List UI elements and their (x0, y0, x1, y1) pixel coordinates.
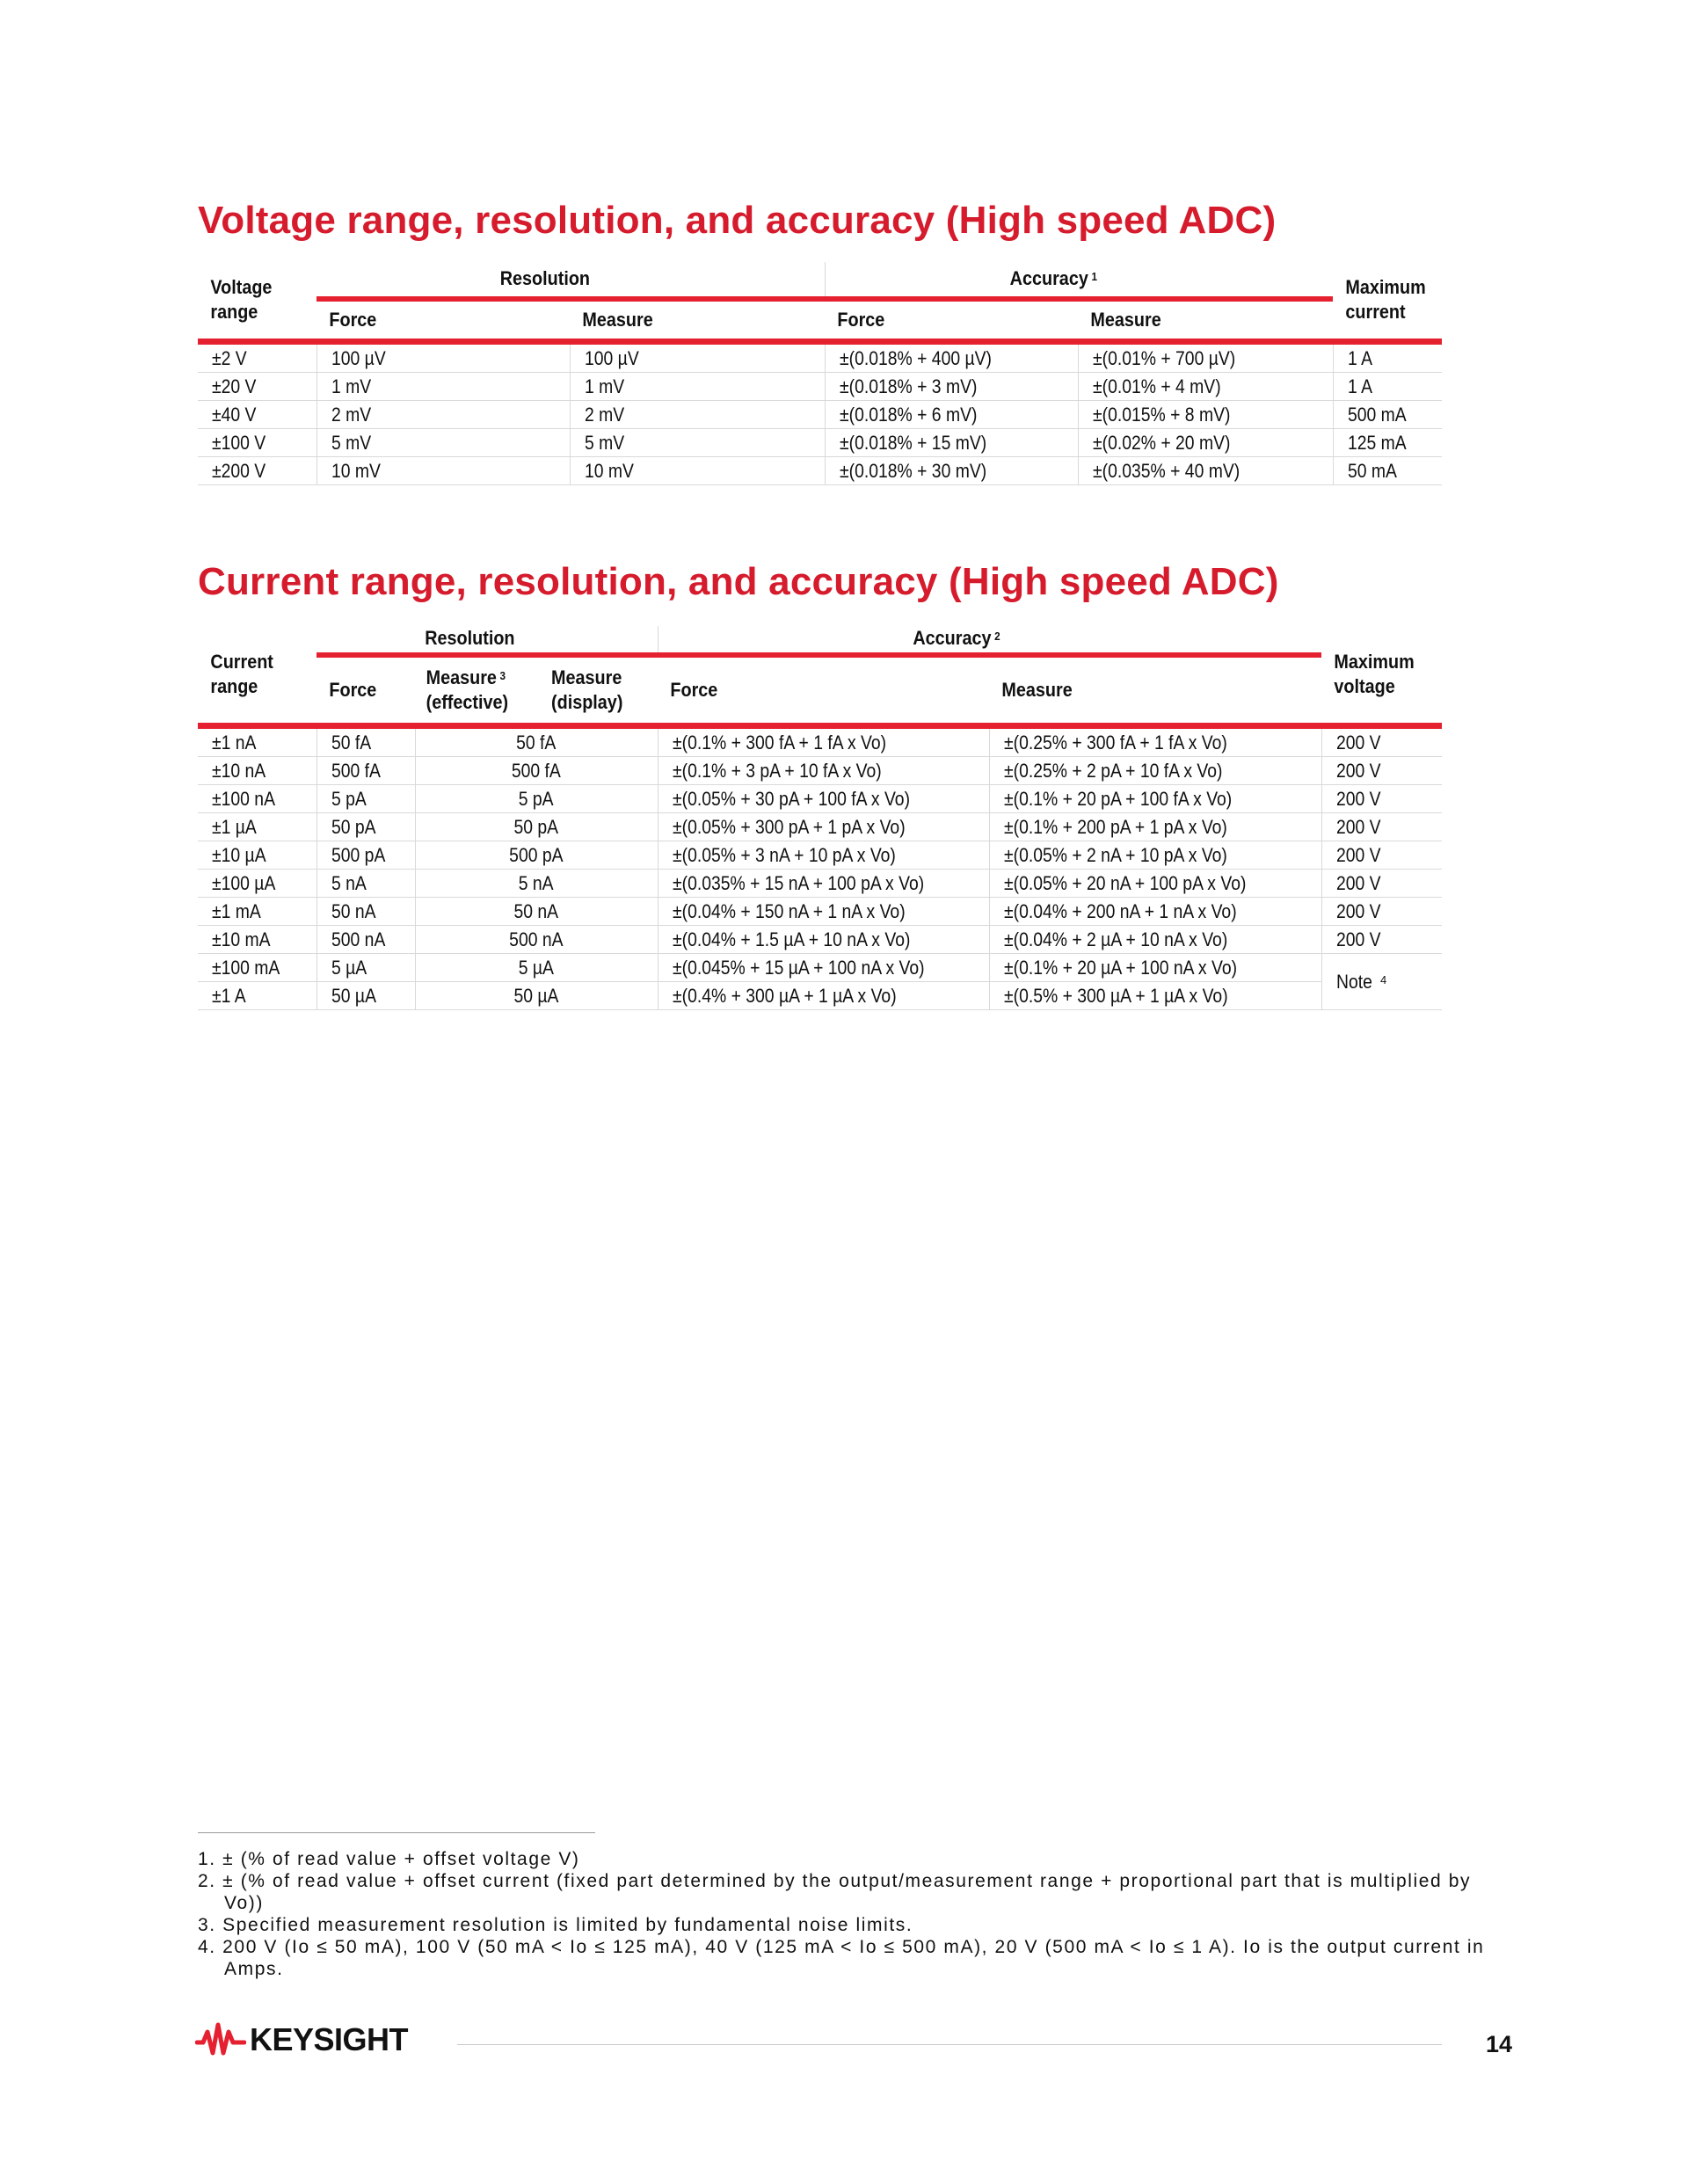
cell-res-force: 50 nA (316, 897, 415, 925)
header-current-range: Current range (210, 650, 273, 697)
cell-res-measure-effective: 50 nA (415, 897, 658, 925)
current-section-title: Current range, resolution, and accuracy (High speed ADC) (198, 560, 1279, 603)
cell-res-force: 10 mV (316, 456, 570, 484)
cell-acc-measure: ±(0.015% + 8 mV) (1078, 400, 1333, 428)
cell-res-force: 500 fA (316, 756, 415, 784)
cell-acc-measure: ±(0.1% + 20 µA + 100 nA x Vo) (989, 953, 1321, 981)
cell-acc-force: ±(0.018% + 400 µV) (825, 341, 1078, 372)
cell-max-current: 1 A (1333, 372, 1442, 400)
cell-acc-force: ±(0.4% + 300 µA + 1 µA x Vo) (658, 981, 989, 1009)
note-footnote-ref: 4 (1380, 972, 1387, 986)
table-row (198, 725, 1442, 756)
header-resolution-measure: Measure (582, 308, 653, 331)
cell-res-measure-effective: 5 µA (415, 953, 658, 981)
cell-max-current: 1 A (1333, 341, 1442, 372)
cell-res-measure: 100 µV (570, 341, 825, 372)
cell-acc-force: ±(0.05% + 3 nA + 10 pA x Vo) (658, 841, 989, 869)
cell-acc-measure: ±(0.02% + 20 mV) (1078, 428, 1333, 456)
cell-acc-force: ±(0.04% + 1.5 µA + 10 nA x Vo) (658, 925, 989, 953)
footnote-item: 1. ± (% of read value + offset voltage V) (198, 1849, 580, 1869)
cell-res-measure-effective: 500 nA (415, 925, 658, 953)
header-accuracy-group: Accuracy $^2$ (658, 626, 1255, 655)
table-row (198, 812, 1442, 841)
cell-acc-measure: ±(0.035% + 40 mV) (1078, 456, 1333, 484)
cell-max-current: 500 mA (1333, 400, 1442, 428)
cell-range: ±2 V (198, 341, 316, 372)
header-voltage-range: Voltage range (210, 276, 273, 324)
cell-res-force: 2 mV (316, 400, 570, 428)
cell-range: ±10 nA (198, 756, 316, 784)
cell-acc-measure: ±(0.01% + 700 µV) (1078, 341, 1333, 372)
accuracy-footnote-ref: 2 (994, 630, 1000, 643)
cell-res-force: 100 µV (316, 341, 570, 372)
header-accuracy-force: Force (837, 308, 885, 331)
table-row (198, 784, 1442, 812)
measure-footnote-ref: 3 (499, 668, 506, 682)
cell-range: ±200 V (198, 456, 316, 484)
cell-max-voltage: 200 V (1321, 756, 1442, 784)
footnote-divider (198, 1832, 595, 1833)
cell-max-voltage: 200 V (1321, 897, 1442, 925)
cell-acc-force: ±(0.035% + 15 nA + 100 pA x Vo) (658, 869, 989, 897)
cell-acc-measure: ±(0.1% + 200 pA + 1 pA x Vo) (989, 812, 1321, 841)
cell-acc-measure: ±(0.04% + 2 µA + 10 nA x Vo) (989, 925, 1321, 953)
brand-name: KEYSIGHT (250, 2021, 409, 2057)
cell-range: ±40 V (198, 400, 316, 428)
footnote-item: 2. ± (% of read value + offset current (fixed part determined by the output/measurement range + proportional part that is multiplied by Vo)) (198, 1871, 1472, 1913)
cell-res-force: 500 pA (316, 841, 415, 869)
table-row (198, 756, 1442, 784)
cell-range: ±10 mA (198, 925, 316, 953)
cell-range: ±20 V (198, 372, 316, 400)
cell-res-force: 5 nA (316, 869, 415, 897)
cell-range: ±100 V (198, 428, 316, 456)
header-max-voltage: Maximum voltage (1334, 650, 1415, 697)
cell-range: ±100 mA (198, 953, 316, 981)
cell-res-force: 50 µA (316, 981, 415, 1009)
voltage-section-title: Voltage range, resolution, and accuracy (High speed ADC) (198, 199, 1277, 242)
keysight-logo (195, 2021, 408, 2058)
page-number: 14 (1486, 2031, 1513, 2057)
header-accuracy-force: Force (670, 678, 718, 701)
current-table-body (198, 725, 1442, 1009)
cell-acc-force: ±(0.05% + 30 pA + 100 fA x Vo) (658, 784, 989, 812)
cell-res-measure: 2 mV (570, 400, 825, 428)
header-resolution-group: Resolution (316, 262, 774, 299)
cell-range: ±1 A (198, 981, 316, 1009)
footer-divider (457, 2044, 1442, 2045)
cell-res-measure-effective: 50 fA (415, 725, 658, 756)
cell-acc-measure: ±(0.01% + 4 mV) (1078, 372, 1333, 400)
cell-res-measure: 1 mV (570, 372, 825, 400)
cell-max-current: 125 mA (1333, 428, 1442, 456)
cell-range: ±1 µA (198, 812, 316, 841)
cell-acc-force: ±(0.04% + 150 nA + 1 nA x Vo) (658, 897, 989, 925)
header-measure-display: Measure (display) (551, 666, 623, 713)
accuracy-footnote-ref: 1 (1091, 269, 1097, 283)
cell-max-voltage: 200 V (1321, 784, 1442, 812)
header-measure-effective: Measure $^3$ (effective) (426, 666, 509, 713)
cell-max-voltage-note: Note $^4$ (1321, 953, 1442, 1009)
header-accuracy-measure: Measure (1090, 308, 1161, 331)
cell-acc-force: ±(0.1% + 3 pA + 10 fA x Vo) (658, 756, 989, 784)
cell-range: ±10 µA (198, 841, 316, 869)
table-row (198, 400, 1442, 428)
header-resolution-force: Force (329, 678, 377, 701)
cell-res-measure-effective: 5 pA (415, 784, 658, 812)
cell-res-measure-effective: 50 pA (415, 812, 658, 841)
footnotes-list (198, 1848, 1499, 1980)
cell-range: ±100 µA (198, 869, 316, 897)
current-spec-table (198, 626, 1442, 1010)
cell-acc-force: ±(0.1% + 300 fA + 1 fA x Vo) (658, 725, 989, 756)
cell-max-voltage: 200 V (1321, 925, 1442, 953)
cell-acc-measure: ±(0.1% + 20 pA + 100 fA x Vo) (989, 784, 1321, 812)
cell-acc-force: ±(0.018% + 3 mV) (825, 372, 1078, 400)
table-row (198, 428, 1442, 456)
cell-res-force: 5 µA (316, 953, 415, 981)
table-row (198, 841, 1442, 869)
cell-acc-force: ±(0.045% + 15 µA + 100 nA x Vo) (658, 953, 989, 981)
table-row (198, 869, 1442, 897)
cell-res-measure-effective: 500 pA (415, 841, 658, 869)
table-row (198, 456, 1442, 484)
voltage-table-body (198, 341, 1442, 484)
cell-acc-measure: ±(0.5% + 300 µA + 1 µA x Vo) (989, 981, 1321, 1009)
cell-res-force: 5 mV (316, 428, 570, 456)
cell-max-voltage: 200 V (1321, 812, 1442, 841)
cell-res-measure-effective: 5 nA (415, 869, 658, 897)
cell-max-voltage: 200 V (1321, 725, 1442, 756)
cell-acc-force: ±(0.018% + 15 mV) (825, 428, 1078, 456)
cell-acc-measure: ±(0.25% + 2 pA + 10 fA x Vo) (989, 756, 1321, 784)
cell-max-current: 50 mA (1333, 456, 1442, 484)
table-row (198, 981, 1442, 1009)
table-row (198, 341, 1442, 372)
cell-range: ±100 nA (198, 784, 316, 812)
table-row (198, 372, 1442, 400)
header-accuracy-group: Accuracy $^1$ (825, 262, 1282, 299)
cell-max-voltage: 200 V (1321, 841, 1442, 869)
cell-res-force: 50 fA (316, 725, 415, 756)
cell-res-measure-effective: 500 fA (415, 756, 658, 784)
cell-acc-force: ±(0.05% + 300 pA + 1 pA x Vo) (658, 812, 989, 841)
header-accuracy-measure: Measure (1001, 678, 1073, 701)
cell-res-force: 500 nA (316, 925, 415, 953)
cell-res-measure: 10 mV (570, 456, 825, 484)
table-row (198, 925, 1442, 953)
keysight-wave-icon (195, 2021, 246, 2058)
cell-res-force: 50 pA (316, 812, 415, 841)
cell-range: ±1 nA (198, 725, 316, 756)
table-row (198, 953, 1442, 981)
footnote-item: 3. Specified measurement resolution is limited by fundamental noise limits. (198, 1915, 913, 1935)
header-resolution-force: Force (329, 308, 377, 331)
cell-acc-measure: ±(0.04% + 200 nA + 1 nA x Vo) (989, 897, 1321, 925)
cell-res-measure: 5 mV (570, 428, 825, 456)
footnote-item: 4. 200 V (Io ≤ 50 mA), 100 V (50 mA < Io ≤ 125 mA), 40 V (125 mA < Io ≤ 500 mA), 20 V (500 mA < Io ≤ 1 A). Io is the output current in Amps. (198, 1937, 1485, 1979)
cell-acc-measure: ±(0.05% + 2 nA + 10 pA x Vo) (989, 841, 1321, 869)
header-resolution-group: Resolution (316, 626, 623, 655)
cell-res-force: 5 pA (316, 784, 415, 812)
cell-acc-measure: ±(0.25% + 300 fA + 1 fA x Vo) (989, 725, 1321, 756)
cell-range: ±1 mA (198, 897, 316, 925)
cell-max-voltage: 200 V (1321, 869, 1442, 897)
header-max-current: Maximum current (1345, 276, 1426, 324)
cell-acc-force: ±(0.018% + 30 mV) (825, 456, 1078, 484)
cell-res-force: 1 mV (316, 372, 570, 400)
voltage-spec-table (198, 262, 1442, 485)
table-row (198, 897, 1442, 925)
cell-res-measure-effective: 50 µA (415, 981, 658, 1009)
cell-acc-force: ±(0.018% + 6 mV) (825, 400, 1078, 428)
cell-acc-measure: ±(0.05% + 20 nA + 100 pA x Vo) (989, 869, 1321, 897)
